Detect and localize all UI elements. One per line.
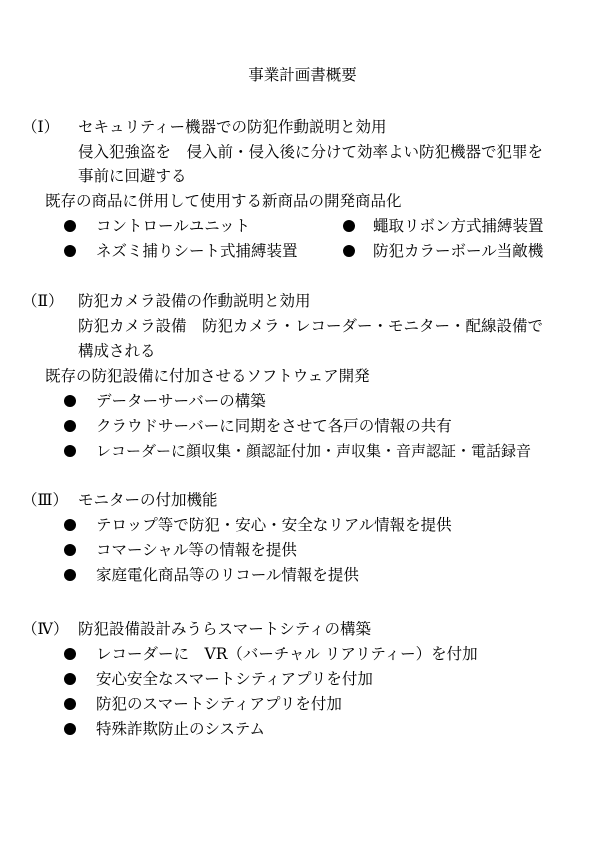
section-1-number: （Ⅰ） [22, 118, 60, 136]
bullet-icon [64, 569, 76, 581]
bullet-icon [64, 420, 76, 432]
section-4-bullet-3: 防犯のスマートシティアプリを付加 [96, 695, 342, 713]
section-2-bullet-2: クラウドサーバーに同期をさせて各戸の情報の共有 [96, 417, 452, 435]
bullet-icon [64, 245, 76, 257]
section-1-subheading: 既存の商品に併用して使用する新商品の開発商品化 [45, 192, 402, 210]
section-2-number: （Ⅱ） [22, 292, 64, 310]
section-1-bullet-3: ネズミ捕りシート式捕縛装置 [96, 242, 298, 260]
section-2-heading: 防犯カメラ設備の作動説明と効用 [78, 292, 311, 310]
bullet-icon [64, 673, 76, 685]
section-1-bullet-2: 蠅取リボン方式捕縛装置 [373, 217, 544, 235]
section-1-bullet-1: コントロールユニット [96, 217, 251, 235]
section-1-desc-line-2: 事前に回避する [78, 167, 187, 185]
section-2-desc-line-2: 構成される [78, 342, 156, 360]
bullet-icon [64, 220, 76, 232]
section-3-bullet-1: テロップ等で防犯・安心・安全なリアル情報を提供 [96, 516, 452, 534]
bullet-icon [64, 395, 76, 407]
section-4-heading: 防犯設備設計みうらスマートシティの構築 [78, 620, 371, 638]
bullet-icon [64, 723, 76, 735]
section-4-bullet-1: レコーダーに VR（バーチャル リアリティー）を付加 [96, 645, 478, 663]
section-3-bullet-2: コマーシャル等の情報を提供 [96, 541, 297, 559]
section-2-bullet-3: レコーダーに顔収集・顔認証付加・声収集・音声認証・電話録音 [96, 442, 532, 460]
section-4-number: （Ⅳ） [22, 620, 69, 638]
section-4-bullet-4: 特殊詐欺防止のシステム [96, 720, 265, 738]
bullet-icon [64, 445, 76, 457]
bullet-icon [64, 544, 76, 556]
bullet-icon [64, 519, 76, 531]
bullet-icon [64, 698, 76, 710]
section-1-desc-line-1: 侵入犯強盗を 侵入前・侵入後に分けて効率よい防犯機器で犯罪を [78, 143, 544, 161]
section-1-bullet-4: 防犯カラーボール当敵機 [373, 242, 544, 260]
section-3-bullet-3: 家庭電化商品等のリコール情報を提供 [96, 566, 359, 584]
section-3-heading: モニターの付加機能 [78, 491, 218, 509]
bullet-icon [343, 245, 355, 257]
bullet-icon [64, 648, 76, 660]
document-title: 事業計画書概要 [248, 66, 357, 84]
section-4-bullet-2: 安心安全なスマートシティアプリを付加 [96, 670, 373, 688]
section-3-number: （Ⅲ） [22, 491, 68, 509]
bullet-icon [343, 220, 355, 232]
section-1-heading: セキュリティー機器での防犯作動説明と効用 [78, 118, 387, 136]
section-2-bullet-1: データーサーバーの構築 [96, 392, 266, 410]
section-2-desc-line-1: 防犯カメラ設備 防犯カメラ・レコーダー・モニター・配線設備で [78, 317, 544, 335]
section-2-subheading: 既存の防犯設備に付加させるソフトウェア開発 [45, 367, 370, 385]
